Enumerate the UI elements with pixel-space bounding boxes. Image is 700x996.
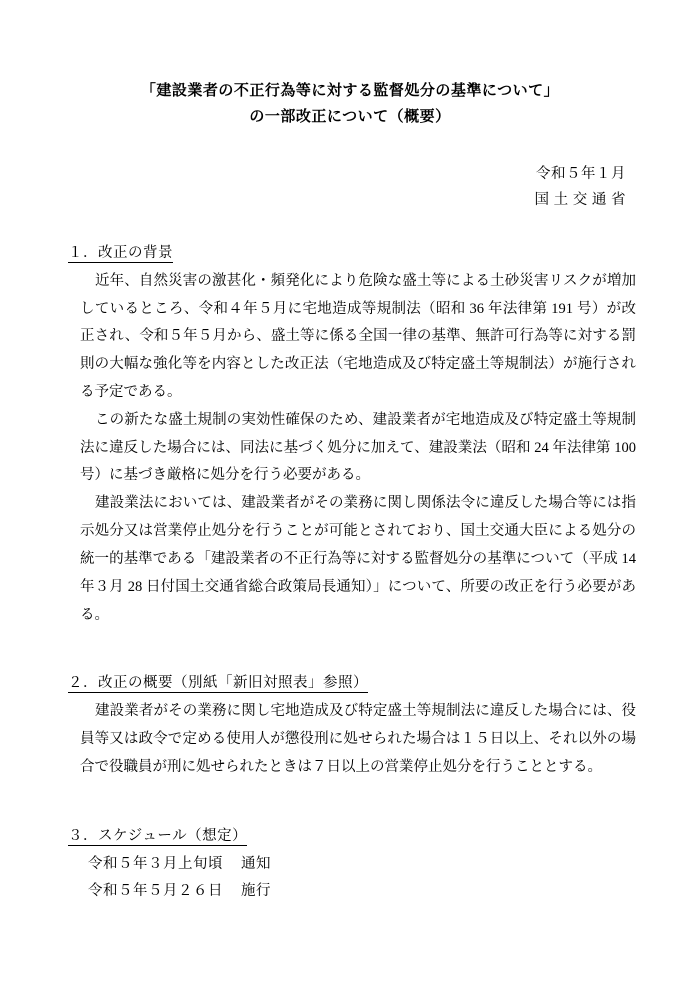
schedule-item-event: 施行	[241, 883, 271, 900]
document-title	[62, 78, 638, 131]
section-heading-2-text: ２．改正の概要（別紙「新旧対照表」参照）	[68, 675, 368, 692]
section-background	[62, 241, 638, 630]
schedule-item-date: 令和５年３月上旬頃	[88, 855, 223, 872]
section-heading-2	[62, 671, 638, 692]
schedule-item-date: 令和５年５月２６日	[88, 883, 223, 900]
section-1-paragraph-3: 建設業法においては、建設業者がその業務に関し関係法令に違反した場合等には指示処分又は営業停止処分を行うことが可能とされており、国土交通大臣による処分の統一的基準である「建設業者の不正行為等に対する監督処分の基準について（平成 14 年３月 28 日付国土交通省総合政策局長通知）」について、所要の改正を行う必要がある。	[80, 495, 636, 623]
document-date-issuer	[62, 161, 638, 213]
section-heading-1	[62, 241, 638, 262]
section-heading-1-text: １．改正の背景	[68, 244, 173, 261]
section-heading-3	[62, 824, 638, 845]
title-line-1: 「建設業者の不正行為等に対する監督処分の基準について」	[140, 83, 560, 99]
issue-date: 令和５年１月	[536, 165, 626, 182]
issuer-name: 国 土 交 通 省	[534, 191, 626, 208]
schedule-list	[62, 851, 638, 906]
section-1-paragraph-1: 近年、自然災害の激甚化・頻発化により危険な盛土等による土砂災害リスクが増加しているところ、令和４年５月に宅地造成等規制法（昭和 36 年法律第 191 号）が改正され、令和５年５月から、盛土等に係る全国一律の基準、無許可行為等に対する罰則の大幅な強化等を内容とした改正法（宅地造成及び特定盛土等規制法）が施行される予定である。	[80, 272, 636, 400]
section-heading-3-text: ３．スケジュール（想定）	[68, 827, 248, 844]
section-schedule	[62, 824, 638, 906]
title-line-2: の一部改正について（概要）	[249, 109, 451, 126]
schedule-item-event: 通知	[241, 855, 271, 872]
section-outline	[62, 671, 638, 781]
schedule-item	[88, 851, 638, 879]
section-1-paragraph-2: この新たな盛土規制の実効性確保のため、建設業者が宅地造成及び特定盛土等規制法に違反した場合には、同法に基づく処分に加えて、建設業法（昭和 24 年法律第 100 号）に基づき厳格に処分を行う必要がある。	[80, 411, 636, 484]
schedule-item	[88, 878, 638, 906]
section-2-paragraph-1: 建設業者がその業務に関し宅地造成及び特定盛土等規制法に違反した場合には、役員等又は政令で定める使用人が懲役刑に処せられた場合は１５日以上、それ以外の場合で役職員が刑に処せられたときは７日以上の営業停止処分を行うこととする。	[80, 703, 636, 776]
